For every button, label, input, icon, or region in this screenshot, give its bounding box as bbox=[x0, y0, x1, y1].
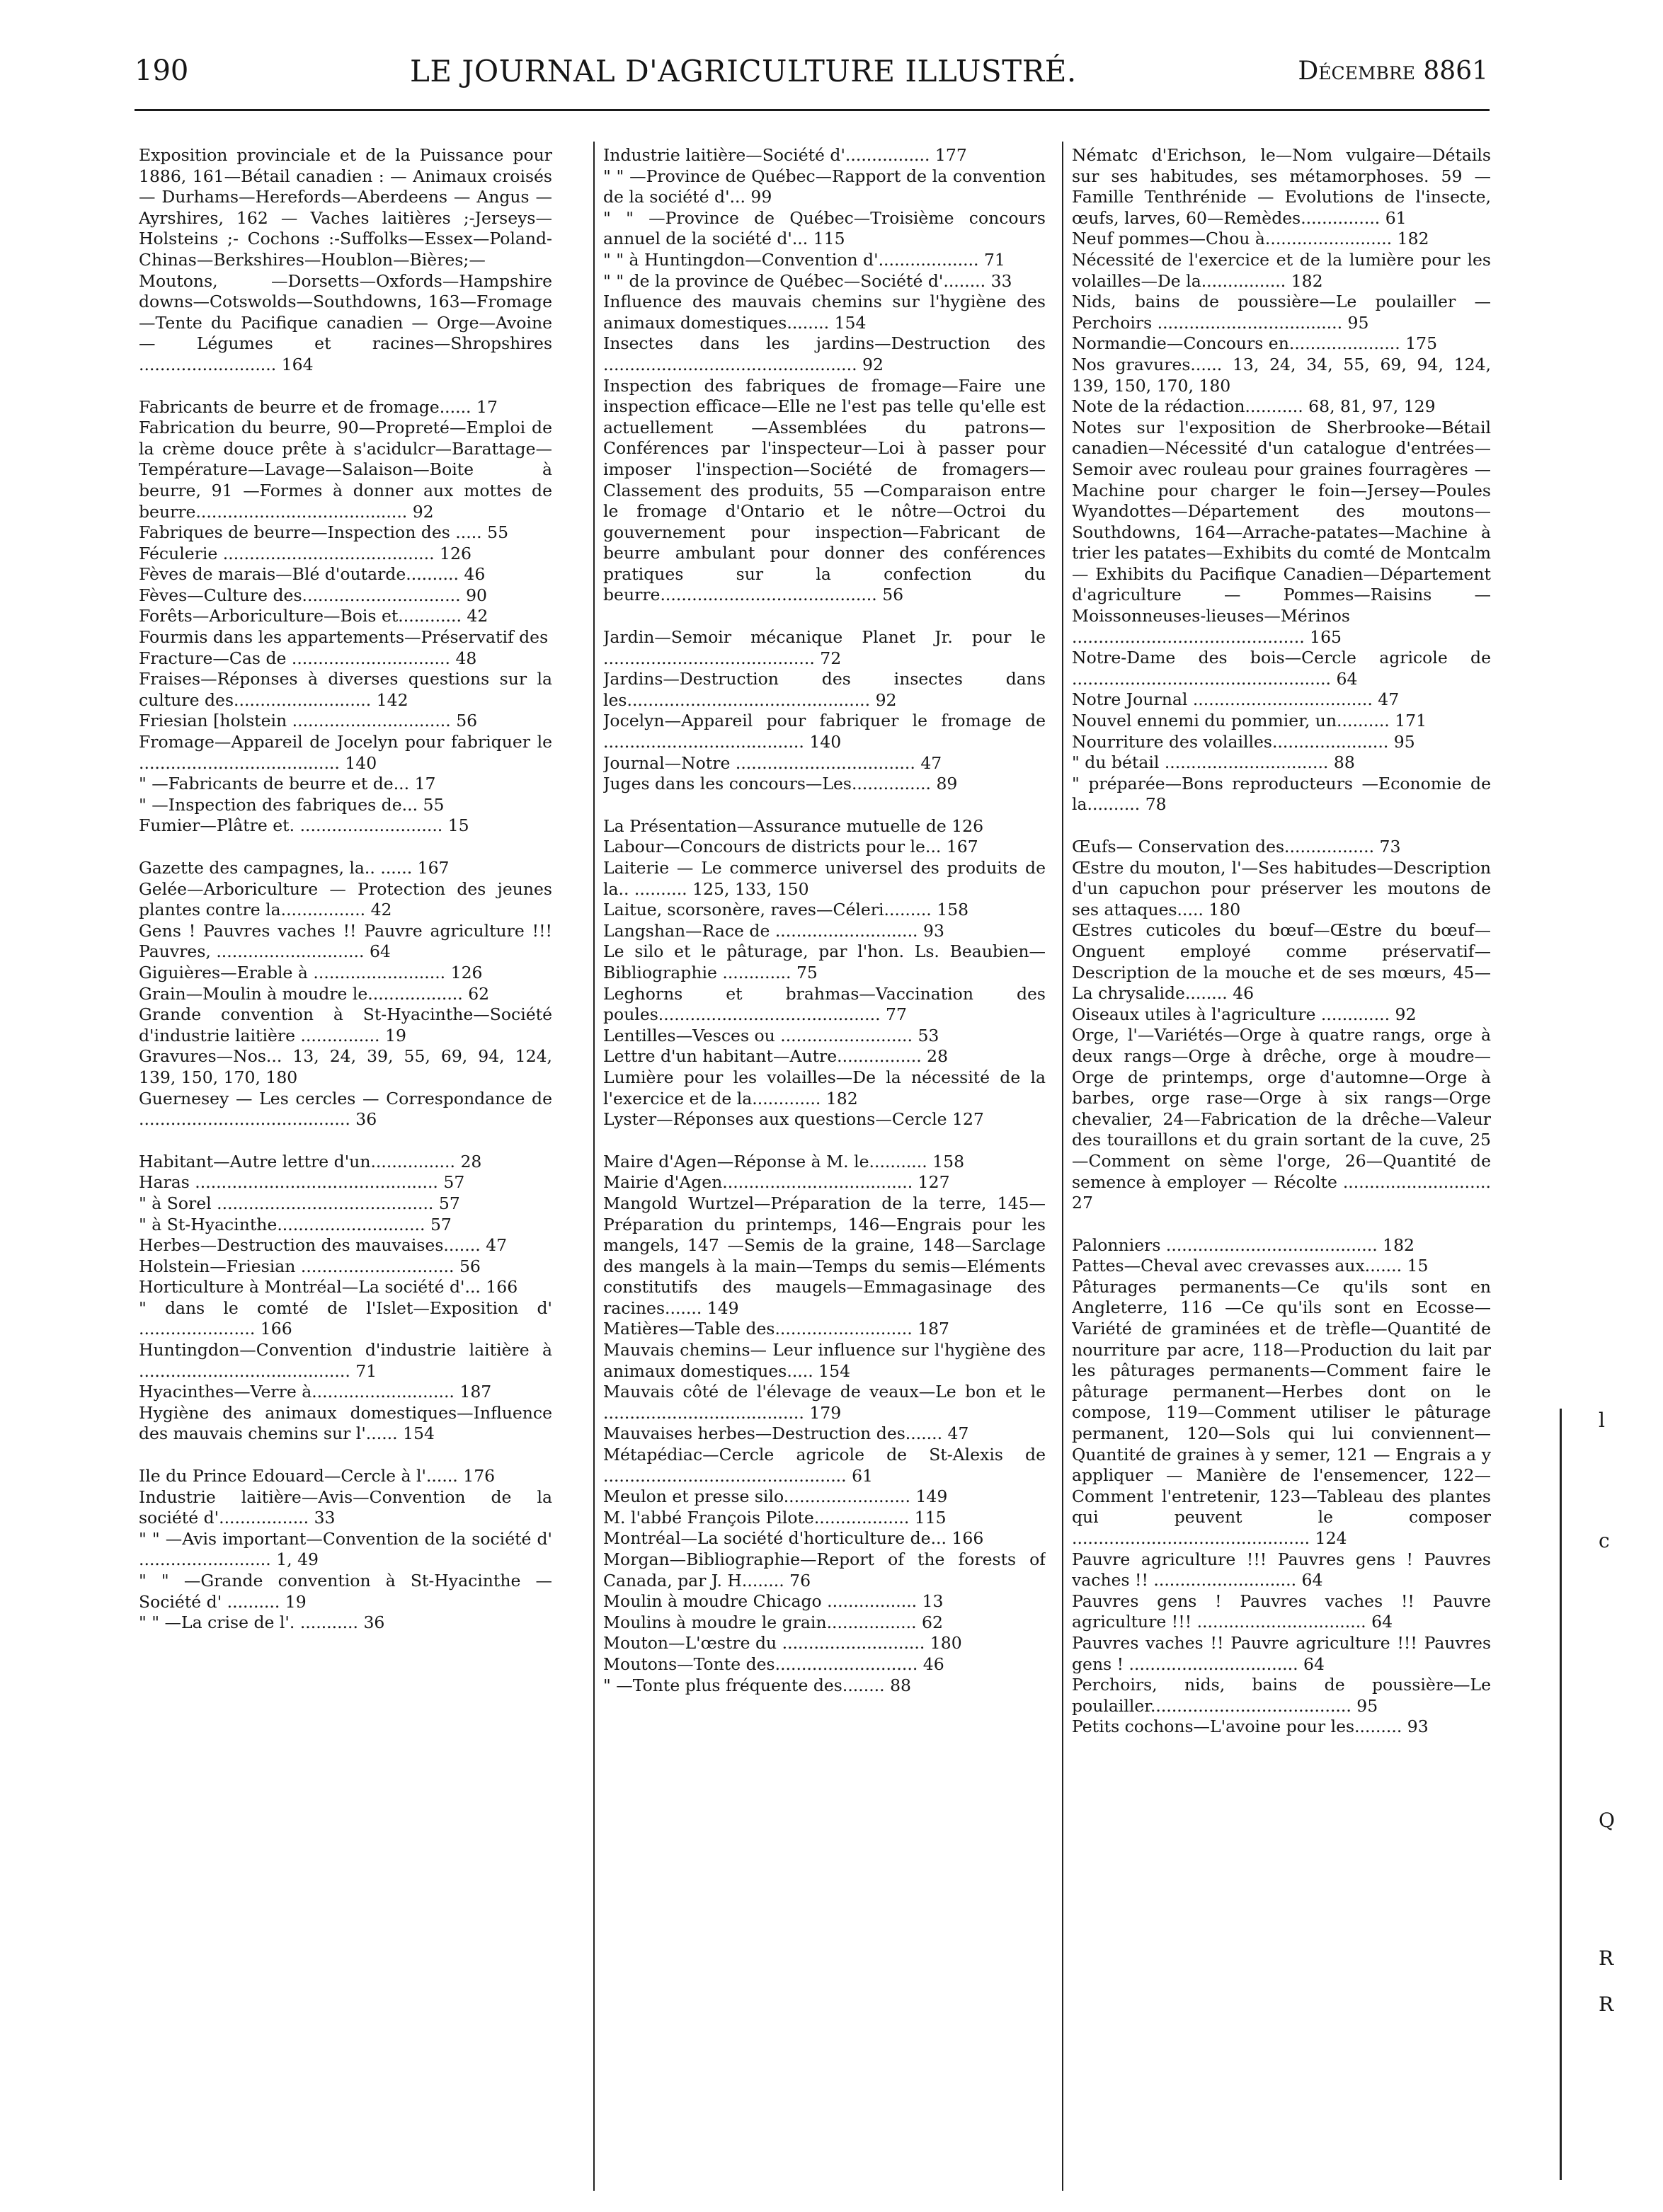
index-entry: Le silo et le pâturage, par l'hon. Ls. Beaubien—Bibliographie ............. 75 bbox=[603, 941, 1046, 982]
index-entry: Perchoirs, nids, bains de poussière—Le poulailler...................................... 95 bbox=[1072, 1675, 1491, 1716]
index-entry: Lettre d'un habitant—Autre................ 28 bbox=[603, 1046, 949, 1067]
index-entry: Notre-Dame des bois—Cercle agricole de ................................................. 64 bbox=[1072, 648, 1491, 689]
index-entry: Holstein—Friesian ............................. 56 bbox=[139, 1256, 481, 1276]
index-entry: Mangold Wurtzel—Préparation de la terre, 145—Préparation du printemps, 146—Engrais pour les mangels, 147 —Semis de la graine, 148—Sarclage des mangels à la main—Temps du semis—Eléments constitutifs des maugels—Emmagasinage des racines....... 149 bbox=[603, 1193, 1046, 1318]
index-entry: Métapédiac—Cercle agricole de St-Alexis de .............................................. 61 bbox=[603, 1445, 1046, 1486]
index-entry: Labour—Concours de districts pour le... 167 bbox=[603, 837, 978, 857]
index-entry: " —Fabricants de beurre et de... 17 bbox=[139, 774, 436, 794]
index-entry: Giguières—Erable à ......................... 126 bbox=[139, 962, 483, 982]
index-entry: Moulin à moudre Chicago ................. 13 bbox=[603, 1591, 944, 1612]
index-entry: Horticulture à Montréal—La société d'... 166 bbox=[139, 1277, 518, 1297]
index-entry: Fromage—Appareil de Jocelyn pour fabriquer le ...................................... 140 bbox=[139, 732, 552, 773]
index-entry: Gravures—Nos... 13, 24, 39, 55, 69, 94, 124, 139, 150, 170, 180 bbox=[139, 1046, 552, 1087]
column-divider-right bbox=[1062, 142, 1063, 2191]
index-entry: Petits cochons—L'avoine pour les......... 93 bbox=[1072, 1717, 1429, 1737]
index-entry: Notre Journal .................................. 47 bbox=[1072, 689, 1400, 710]
index-entry: Habitant—Autre lettre d'un................ 28 bbox=[139, 1151, 482, 1171]
index-entry: " " —Province de Québec—Rapport de la convention de la société d'... 99 bbox=[603, 166, 1046, 207]
index-entry: Notes sur l'exposition de Sherbrooke—Bétail canadien—Nécessité d'un catalogue d'entrées—Semoir avec rouleau pour graines fourragères — Machine pour charger le foin—Jersey—Poules Wyandottes—Département des moutons—Southdowns, 164—Arrache-patates—Machine à trier les patates—Exhibits du comté de Montcalm — Exhibits du Pacifique Canadien—Département d'agriculture — Pommes—Raisins — Moissonneuses-lieuses—Mérinos ............................................ 165 bbox=[1072, 417, 1491, 647]
index-entry: Féculerie ........................................ 126 bbox=[139, 543, 472, 563]
index-entry: " " —Grande convention à St-Hyacinthe — Société d' .......... 19 bbox=[139, 1571, 552, 1612]
margin-mark: Q bbox=[1599, 1809, 1615, 1832]
index-entry: " préparée—Bons reproducteurs —Economie de la.......... 78 bbox=[1072, 773, 1491, 815]
index-entry: M. l'abbé François Pilote.................. 115 bbox=[603, 1507, 947, 1528]
index-entry: Fumier—Plâtre et. ........................... 15 bbox=[139, 815, 469, 836]
index-entry: Fraises—Réponses à diverses questions sur la culture des.......................... 142 bbox=[139, 669, 552, 710]
index-entry: Mouton—L'œstre du ........................... 180 bbox=[603, 1633, 962, 1654]
index-entry: " à St-Hyacinthe............................ 57 bbox=[139, 1214, 452, 1234]
index-entry: Lyster—Réponses aux questions—Cercle 127 bbox=[603, 1109, 984, 1130]
index-entry: " à Sorel ......................................... 57 bbox=[139, 1193, 460, 1213]
index-entry: Neuf pommes—Chou à........................ 182 bbox=[1072, 229, 1429, 249]
index-entry: Œstres cuticoles du bœuf—Œstre du bœuf—Onguent employé comme préservatif—Description de la mouche et de ses mœurs, 45—La chrysalide........ 46 bbox=[1072, 920, 1491, 1004]
index-entry: Laitue, scorsonère, raves—Céleri......... 158 bbox=[603, 900, 969, 920]
header-rule bbox=[135, 109, 1490, 111]
index-entry: Friesian [holstein .............................. 56 bbox=[139, 711, 478, 731]
index-entry: " " —La crise de l'. ........... 36 bbox=[139, 1612, 385, 1633]
index-column-1 bbox=[139, 145, 552, 2191]
index-entry: Langshan—Race de ........................... 93 bbox=[603, 920, 944, 941]
index-entry: Montréal—La société d'horticulture de... 166 bbox=[603, 1528, 984, 1549]
index-entry: Gens ! Pauvres vaches !! Pauvre agriculture !!! Pauvres, ............................ 64 bbox=[139, 920, 552, 962]
index-entry: Inspection des fabriques de fromage—Faire une inspection efficace—Elle ne l'est pas telle qu'elle est actuellement —Assemblées du patrons—Conférences par l'inspecteur—Loi à passer pour imposer l'inspection—Société de fromagers—Classement des produits, 55 —Comparaison entre le fromage d'Ontario et le nôtre—Octroi du gouvernement pour inspection—Fabricant de beurre ambulant pour donner des conférences pratiques sur la confection du beurre......................................... 56 bbox=[603, 375, 1046, 605]
index-column-2 bbox=[603, 145, 1046, 2191]
index-entry: Palonniers ........................................ 182 bbox=[1072, 1234, 1415, 1255]
index-entry: Meulon et presse silo........................ 149 bbox=[603, 1486, 948, 1507]
index-entry: Fèves de marais—Blé d'outarde.......... 46 bbox=[139, 564, 486, 585]
index-entry: Pattes—Cheval avec crevasses aux....... 15 bbox=[1072, 1256, 1429, 1276]
index-entry: Grande convention à St-Hyacinthe—Société d'industrie laitière ............... 19 bbox=[139, 1004, 552, 1045]
index-entry: Journal—Notre .................................. 47 bbox=[603, 752, 942, 773]
index-entry: Nids, bains de poussière—Le poulailler —Perchoirs ................................... 95 bbox=[1072, 292, 1491, 333]
index-entry: Oiseaux utiles à l'agriculture ............. 92 bbox=[1072, 1004, 1417, 1024]
index-entry: Jocelyn—Appareil pour fabriquer le fromage de ...................................... 140 bbox=[603, 711, 1046, 752]
index-entry: Normandie—Concours en..................... 175 bbox=[1072, 333, 1438, 354]
index-entry: Orge, l'—Variétés—Orge à quatre rangs, orge à deux rangs—Orge à drêche, orge à moudre—Orge de printemps, orge d'automne—Orge à barbes, orge rase—Orge à six rangs—Orge chevalier, 24—Fabrication de la drêche—Valeur des touraillons et du grain sortant de la cuve, 25—Comment on sème l'orge, 26—Quantité de semence à employer — Récolte ............................ 27 bbox=[1072, 1025, 1491, 1213]
margin-mark: l bbox=[1599, 1409, 1605, 1432]
index-entry: " " de la province de Québec—Société d'........ 33 bbox=[603, 270, 1012, 291]
page-number: 190 bbox=[135, 55, 189, 87]
index-entry: Insectes dans les jardins—Destruction des ................................................ 92 bbox=[603, 333, 1046, 374]
margin-mark: R bbox=[1599, 1947, 1614, 1970]
index-entry: " —Tonte plus fréquente des........ 88 bbox=[603, 1675, 911, 1695]
index-entry: Fracture—Cas de .............................. 48 bbox=[139, 648, 477, 668]
index-entry: Fabricants de beurre et de fromage...... 17 bbox=[139, 396, 498, 417]
index-entry: Industrie laitière—Société d'................ 177 bbox=[603, 145, 967, 165]
index-entry: Fourmis dans les appartements—Préservatif des bbox=[139, 627, 549, 648]
margin-mark: R bbox=[1599, 1993, 1614, 2016]
index-entry: Ile du Prince Edouard—Cercle à l'...... 176 bbox=[139, 1466, 496, 1486]
index-entry: Matières—Table des.......................... 187 bbox=[603, 1319, 949, 1339]
index-entry: Grain—Moulin à moudre le.................. 62 bbox=[139, 983, 490, 1004]
index-column-3 bbox=[1072, 145, 1491, 2191]
journal-title: LE JOURNAL D'AGRICULTURE ILLUSTRÉ. bbox=[410, 53, 1077, 88]
index-entry: " —Inspection des fabriques de... 55 bbox=[139, 794, 445, 815]
index-entry: Morgan—Bibliographie—Report of the forests of Canada, par J. H........ 76 bbox=[603, 1549, 1046, 1591]
index-entry: Laiterie — Le commerce universel des produits de la.. .......... 125, 133, 150 bbox=[603, 858, 1046, 899]
index-entry: Haras .............................................. 57 bbox=[139, 1172, 465, 1193]
index-entry: " " —Avis important—Convention de la société d' ......................... 1, 49 bbox=[139, 1528, 552, 1570]
index-entry: " " à Huntingdon—Convention d'................... 71 bbox=[603, 249, 1005, 270]
index-entry: Nouvel ennemi du pommier, un.......... 171 bbox=[1072, 711, 1427, 731]
index-entry: Note de la rédaction........... 68, 81, 97, 129 bbox=[1072, 396, 1436, 417]
index-entry: Forêts—Arboriculture—Bois et............ 42 bbox=[139, 606, 488, 626]
index-entry: Hygiène des animaux domestiques—Influence des mauvais chemins sur l'...... 154 bbox=[139, 1402, 552, 1444]
issue-date: Décembre 8861 bbox=[1298, 56, 1488, 86]
index-entry: Industrie laitière—Avis—Convention de la société d'................. 33 bbox=[139, 1486, 552, 1528]
index-entry: Pâturages permanents—Ce qu'ils sont en Angleterre, 116 —Ce qu'ils sont en Ecosse—Variété de graminées et de trèfle—Quantité de nourriture par acre, 118—Production du lait par les pâturages permanents—Comment faire le pâturage permanent—Herbes dont on le compose, 119—Comment utiliser le pâturage permanent, 120—Sols qui lui conviennent—Quantité de graines à y semer, 121 — Engrais a y appliquer — Manière de l'ensemencer, 122—Comment l'entretenir, 123—Tableau des plantes qui peuvent le composer ............................................. 124 bbox=[1072, 1276, 1491, 1548]
index-entry: Juges dans les concours—Les............... 89 bbox=[603, 774, 958, 794]
index-entry: Herbes—Destruction des mauvaises....... 47 bbox=[139, 1235, 508, 1256]
index-entry: Mauvais chemins— Leur influence sur l'hygiène des animaux domestiques..... 154 bbox=[603, 1340, 1046, 1381]
index-entry: Guernesey — Les cercles — Correspondance de ........................................ 36 bbox=[139, 1088, 552, 1130]
index-entry: Moutons—Tonte des........................... 46 bbox=[603, 1654, 944, 1674]
index-entry: Jardins—Destruction des insectes dans les.............................................. 92 bbox=[603, 669, 1046, 710]
index-entry: Fabriques de beurre—Inspection des ..... 55 bbox=[139, 522, 509, 543]
index-entry: " dans le comté de l'Islet—Exposition d' ...................... 166 bbox=[139, 1297, 552, 1339]
index-entry: " du bétail ............................... 88 bbox=[1072, 752, 1355, 773]
index-entry: Nécessité de l'exercice et de la lumière pour les volailles—De la................ 182 bbox=[1072, 249, 1491, 291]
right-page-edge-line bbox=[1560, 1409, 1562, 2180]
index-entry: La Présentation—Assurance mutuelle de 126 bbox=[603, 815, 984, 836]
index-entry: Œufs— Conservation des................. 73 bbox=[1072, 837, 1401, 856]
index-entry: Jardin—Semoir mécanique Planet Jr. pour le ........................................ 72 bbox=[603, 627, 1046, 668]
index-entry: Nos gravures...... 13, 24, 34, 55, 69, 94, 124, 139, 150, 170, 180 bbox=[1072, 354, 1491, 396]
index-entry: Maire d'Agen—Réponse à M. le........... 158 bbox=[603, 1151, 965, 1171]
index-entry: Pauvre agriculture !!! Pauvres gens ! Pauvres vaches !! ........................... 64 bbox=[1072, 1549, 1491, 1591]
index-entry: Moulins à moudre le grain................. 62 bbox=[603, 1612, 943, 1632]
index-entry: Leghorns et brahmas—Vaccination des poules.......................................... 77 bbox=[603, 983, 1046, 1025]
running-header bbox=[135, 48, 1488, 93]
index-entry: Hyacinthes—Verre à........................... 187 bbox=[139, 1382, 492, 1402]
index-entry: Œstre du mouton, l'—Ses habitudes—Description d'un capuchon pour préserver les moutons de ses attaques..... 180 bbox=[1072, 857, 1491, 919]
index-entry: Mauvais côté de l'élevage de veaux—Le bon et le ...................................... 179 bbox=[603, 1382, 1046, 1423]
index-entry: Gelée—Arboriculture — Protection des jeunes plantes contre la................ 42 bbox=[139, 878, 552, 920]
index-entry: " " —Province de Québec—Troisième concours annuel de la société d'... 115 bbox=[603, 207, 1046, 249]
index-entry: Lumière pour les volailles—De la nécessité de la l'exercice et de la............. 182 bbox=[603, 1067, 1046, 1108]
index-entry: Exposition provinciale et de la Puissance pour 1886, 161—Bétail canadien : — Animaux croisés — Durhams—Herefords—Aberdeens — Angus — Ayrshires, 162 — Vaches laitières ;-Jerseys—Holsteins ;- Cochons :-Suffolks—Essex—Poland-Chinas—Berkshires—Houblon—Bières;—Moutons, —Dorsetts—Oxfords—Hampshire downs—Cotswolds—Southdowns, 163—Fromage —Tente du Pacifique canadien — Orge—Avoine— Légumes et racines—Shropshires .......................... 164 bbox=[139, 145, 552, 374]
index-entry: Pauvres vaches !! Pauvre agriculture !!! Pauvres gens ! ................................ 64 bbox=[1072, 1632, 1491, 1674]
index-entry: Mairie d'Agen.................................... 127 bbox=[603, 1172, 950, 1193]
margin-mark: c bbox=[1599, 1529, 1610, 1552]
index-entry: Gazette des campagnes, la.. ...... 167 bbox=[139, 858, 450, 878]
index-entry: Nourriture des volailles...................... 95 bbox=[1072, 731, 1415, 752]
index-entry: Fèves—Culture des.............................. 90 bbox=[139, 585, 487, 605]
index-entry: Nématc d'Erichson, le—Nom vulgaire—Détails sur ses habitudes, ses métamorphoses. 59 — Famille Tenthrénide — Evolutions de l'insecte, œufs, larves, 60—Remèdes............... 61 bbox=[1072, 145, 1491, 228]
index-entry: Huntingdon—Convention d'industrie laitière à ........................................ 71 bbox=[139, 1340, 552, 1381]
column-divider-left bbox=[593, 142, 595, 2191]
index-entry: Lentilles—Vesces ou ......................... 53 bbox=[603, 1025, 939, 1045]
index-entry: Influence des mauvais chemins sur l'hygiène des animaux domestiques........ 154 bbox=[603, 292, 1046, 333]
index-entry: Pauvres gens ! Pauvres vaches !! Pauvre agriculture !!! ................................ 64 bbox=[1072, 1591, 1491, 1632]
index-entry: Mauvaises herbes—Destruction des....... 47 bbox=[603, 1423, 969, 1444]
index-entry: Fabrication du beurre, 90—Propreté—Emploi de la crème douce prête à s'acidulcr—Barattage—Température—Lavage—Salaison—Boite à beurre, 91 —Formes à donner aux mottes de beurre........................................ 92 bbox=[139, 418, 552, 522]
